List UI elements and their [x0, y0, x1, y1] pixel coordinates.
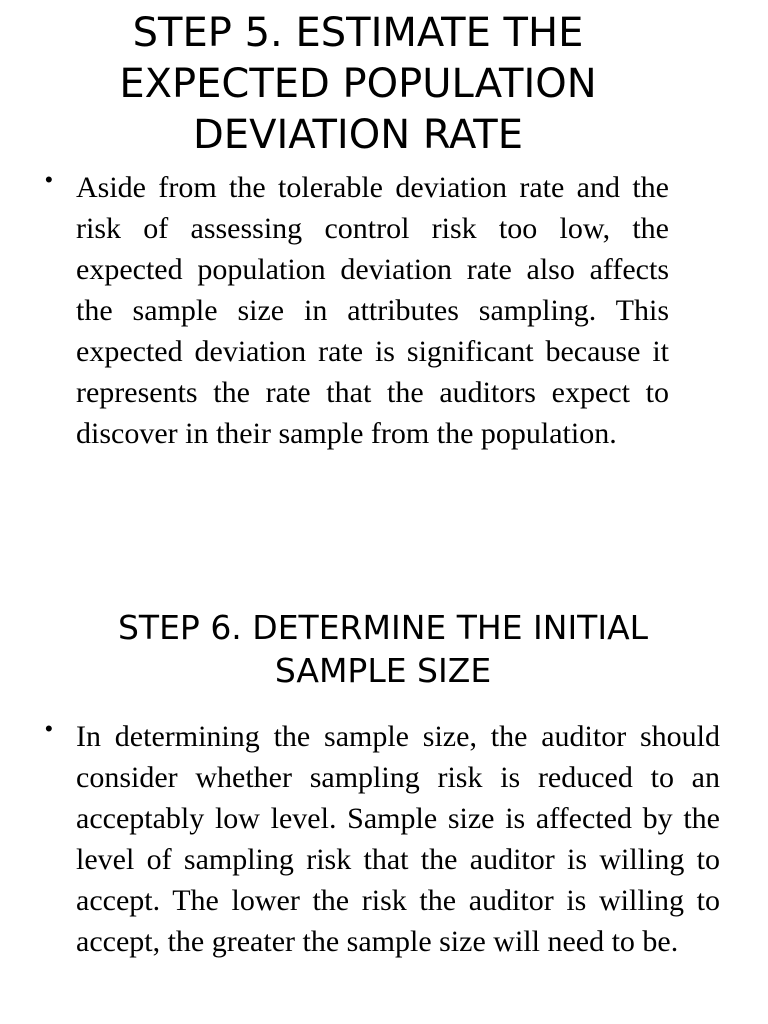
bullet-text: Aside from the tolerable deviation rate and the risk of assessing control risk too low, the expected population deviation rate also affects the sample size in attributes sampling. This expected deviation rate is significant because it represents the rate that the auditors expect to discover in their sample from the population. — [76, 171, 669, 450]
step-5-bullet-list — [45, 167, 669, 454]
bullet-item — [45, 716, 720, 962]
step-6-bullet-list — [45, 716, 720, 962]
bullet-icon: • — [45, 716, 53, 741]
step-6-title: STEP 6. DETERMINE THE INITIAL SAMPLE SIZE — [117, 608, 649, 690]
bullet-icon: • — [45, 167, 53, 192]
bullet-text: In determining the sample size, the auditor should consider whether sampling risk is reduced to an acceptably low level. Sample size is affected by the level of sampling risk that the auditor is willing to accept. The lower the risk the auditor is willing to accept, the greater the sample size will need to be. — [76, 720, 720, 958]
step-5-title: STEP 5. ESTIMATE THE EXPECTED POPULATION DEVIATION RATE — [119, 10, 597, 158]
bullet-item — [45, 167, 669, 454]
